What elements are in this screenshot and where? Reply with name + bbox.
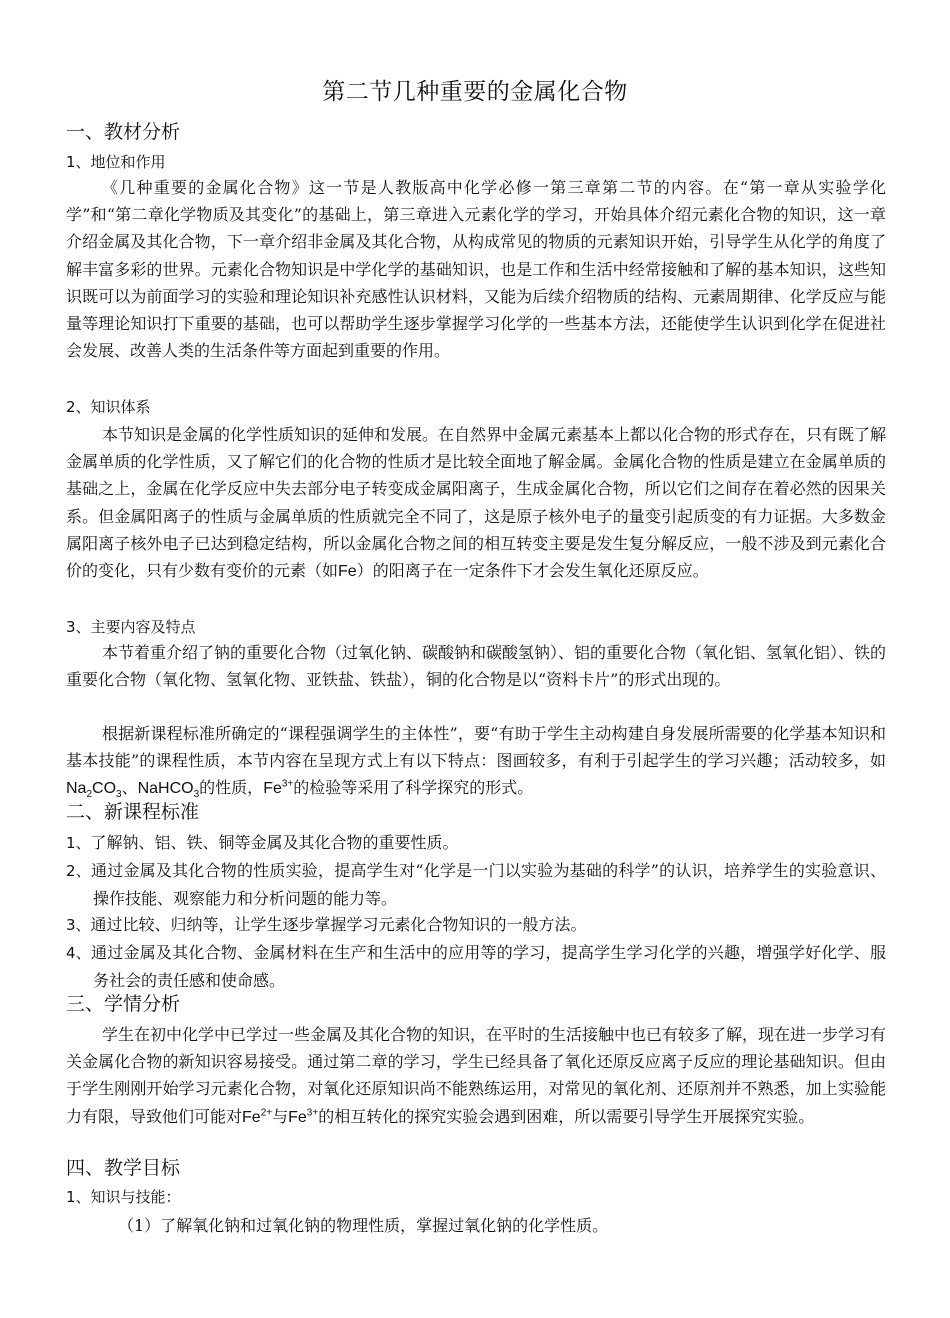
formula-fe3plus xyxy=(263,780,293,797)
paragraph-learner-analysis xyxy=(66,1021,886,1131)
subsection-heading-position: 1、地位和作用 xyxy=(66,153,166,171)
formula-part: NaHCO xyxy=(137,780,194,798)
section-heading-curriculum-standard: 二、新课程标准 xyxy=(66,801,200,823)
formula-subscript: 3 xyxy=(116,789,122,801)
text-segment: 的检验等采用了科学探究的形式。 xyxy=(293,778,534,798)
text-segment: 本节知识是金属的化学性质知识的延伸和发展。在自然界中金属元素基本上都以化合物的形式存在，只有既了解金属单质的化学性质，又了解它们的化合物的性质才是比较全面地了解金属。金属化合物的性质是建立在金属单质的基础之上，金属在化学反应中失去部分电子转变成金属阳离子，生成金属化合物，所以它们之间存在着必然的因果关系。但金属阳离子的性质与金属单质的性质就完全不同了，这是原子核外电子的量变引起质变的有力证据。大多数金属阳离子核外电子已达到稳定结构，所以金属化合物之间的相互转变主要是发生复分解反应，一般不涉及到元素化合价的变化，只有少数有变价的元素（如 xyxy=(66,425,887,581)
formula-part: Na xyxy=(66,780,87,798)
list-text: 通过比较、归纳等，让学生逐步掌握学习元素化合物知识的一般方法。 xyxy=(90,915,587,934)
formula-subscript: 3 xyxy=(193,789,200,801)
formula-part: CO xyxy=(92,780,117,798)
formula-nahco3 xyxy=(137,780,200,801)
list-number: 1、 xyxy=(66,834,91,852)
list-item xyxy=(66,911,886,939)
list-item xyxy=(66,829,886,857)
formula-superscript: 2+ xyxy=(260,1107,273,1119)
subsection-heading-knowledge-skills: 1、知识与技能： xyxy=(66,1188,181,1206)
list-text: 通过金属及其化合物、金属材料在生产和生活中的应用等的学习，提高学生学习化学的兴趣，增强学好化学、服务社会的责任感和使命感。 xyxy=(91,943,886,991)
text-segment: 的性质， xyxy=(199,778,264,798)
formula-superscript: 3+ xyxy=(281,779,294,791)
subsection-heading-main-content: 3、主要内容及特点 xyxy=(66,618,196,636)
text-segment: 与 xyxy=(272,1106,289,1126)
goal-item: （1）了解氧化钠和过氧化钠的物理性质，掌握过氧化钠的化学性质。 xyxy=(118,1216,609,1235)
paragraph-position-role: 《几种重要的金属化合物》这一节是人教版高中化学必修一第三章第二节的内容。在“第一章从实验学化学”和“第二章化学物质及其变化”的基础上，第三章进入元素化学的学习，开始具体介绍元素化合物的知识，这一章介绍金属及其化合物，下一章介绍非金属及其化合物，从构成常见的物质的元素知识开始，引导学生从化学的角度了解丰富多彩的世界。元素化合物知识是中学化学的基础知识，也是工作和生活中经常接触和了解的基本知识，这些知识既可以为前面学习的实验和理论知识补充感性认识材料，又能为后续介绍物质的结构、元素周期律、化学反应与能量等理论知识打下重要的基础，也可以帮助学生逐步掌握学习化学的一些基本方法，还能使学生认识到化学在促进社会发展、改善人类的生活条件等方面起到重要的作用。 xyxy=(66,178,886,361)
text-segment: ）的阳离子在一定条件下才会发生氧化还原反应。 xyxy=(356,561,709,581)
text-segment: 根据新课程标准所确定的“课程强调学生的主体性”，要“有助于学生主动构建自身发展所需要的化学基本知识和基本技能”的课程性质，本节内容在呈现方式上有以下特点：图画较多，有利于引起学生的学习兴趣；活动较多，如 xyxy=(66,724,886,771)
formula-fe: Fe xyxy=(338,563,357,581)
formula-part: Fe xyxy=(288,1108,307,1126)
section-heading-teaching-goals: 四、教学目标 xyxy=(66,1157,181,1179)
list-number: 2、 xyxy=(66,862,91,880)
paragraph-main-content: 本节着重介绍了钠的重要化合物（过氧化钠、碳酸钠和碳酸氢钠）、铝的重要化合物（氧化铝、氢氧化铝）、铁的重要化合物（氧化物、氢氧化物、亚铁盐、铁盐），铜的化合物是以“资料卡片”的形式出现的。 xyxy=(66,643,887,690)
formula-fe2plus xyxy=(242,1109,272,1126)
list-number: 3、 xyxy=(66,916,91,934)
list-text: 了解钠、铝、铁、铜等金属及其化合物的重要性质。 xyxy=(90,833,459,852)
page-title: 第二节几种重要的金属化合物 xyxy=(322,79,628,105)
text-segment: 、 xyxy=(121,778,138,798)
section-heading-learner-analysis: 三、学情分析 xyxy=(66,993,181,1015)
paragraph-knowledge-system xyxy=(66,421,886,585)
list-item xyxy=(66,857,886,912)
formula-na2co3 xyxy=(66,780,122,801)
text-segment: 学生在初中化学中已学过一些金属及其化合物的知识，在平时的生活接触中也已有较多了解，现在进一步学习有关金属化合物的新知识容易接受。通过第二章的学习，学生已经具备了氧化还原反应离子反应的理论基础知识。但由于学生刚刚开始学习元素化合物，对氧化还原知识尚不能熟练运用，对常见的氧化剂、还原剂并不熟悉，加上实验能力有限，导致他们可能对 xyxy=(66,1025,887,1126)
formula-fe3plus xyxy=(288,1109,318,1126)
subsection-heading-knowledge-system: 2、知识体系 xyxy=(66,398,151,416)
list-item xyxy=(66,939,886,994)
section-heading-textbook-analysis: 一、教材分析 xyxy=(66,121,181,143)
paragraph-curriculum-features xyxy=(66,720,886,803)
formula-part: Fe xyxy=(263,780,282,798)
formula-part: Fe xyxy=(242,1108,261,1126)
formula-subscript: 2 xyxy=(86,789,93,801)
list-text: 通过金属及其化合物的性质实验，提高学生对“化学是一门以实验为基础的科学”的认识，培养学生的实验意识、操作技能、观察能力和分析问题的能力等。 xyxy=(90,861,886,909)
text-segment: 的相互转化的探究实验会遇到困难，所以需要引导学生开展探究实验。 xyxy=(318,1106,815,1126)
list-number: 4、 xyxy=(66,944,92,962)
formula-superscript: 3+ xyxy=(306,1107,319,1119)
